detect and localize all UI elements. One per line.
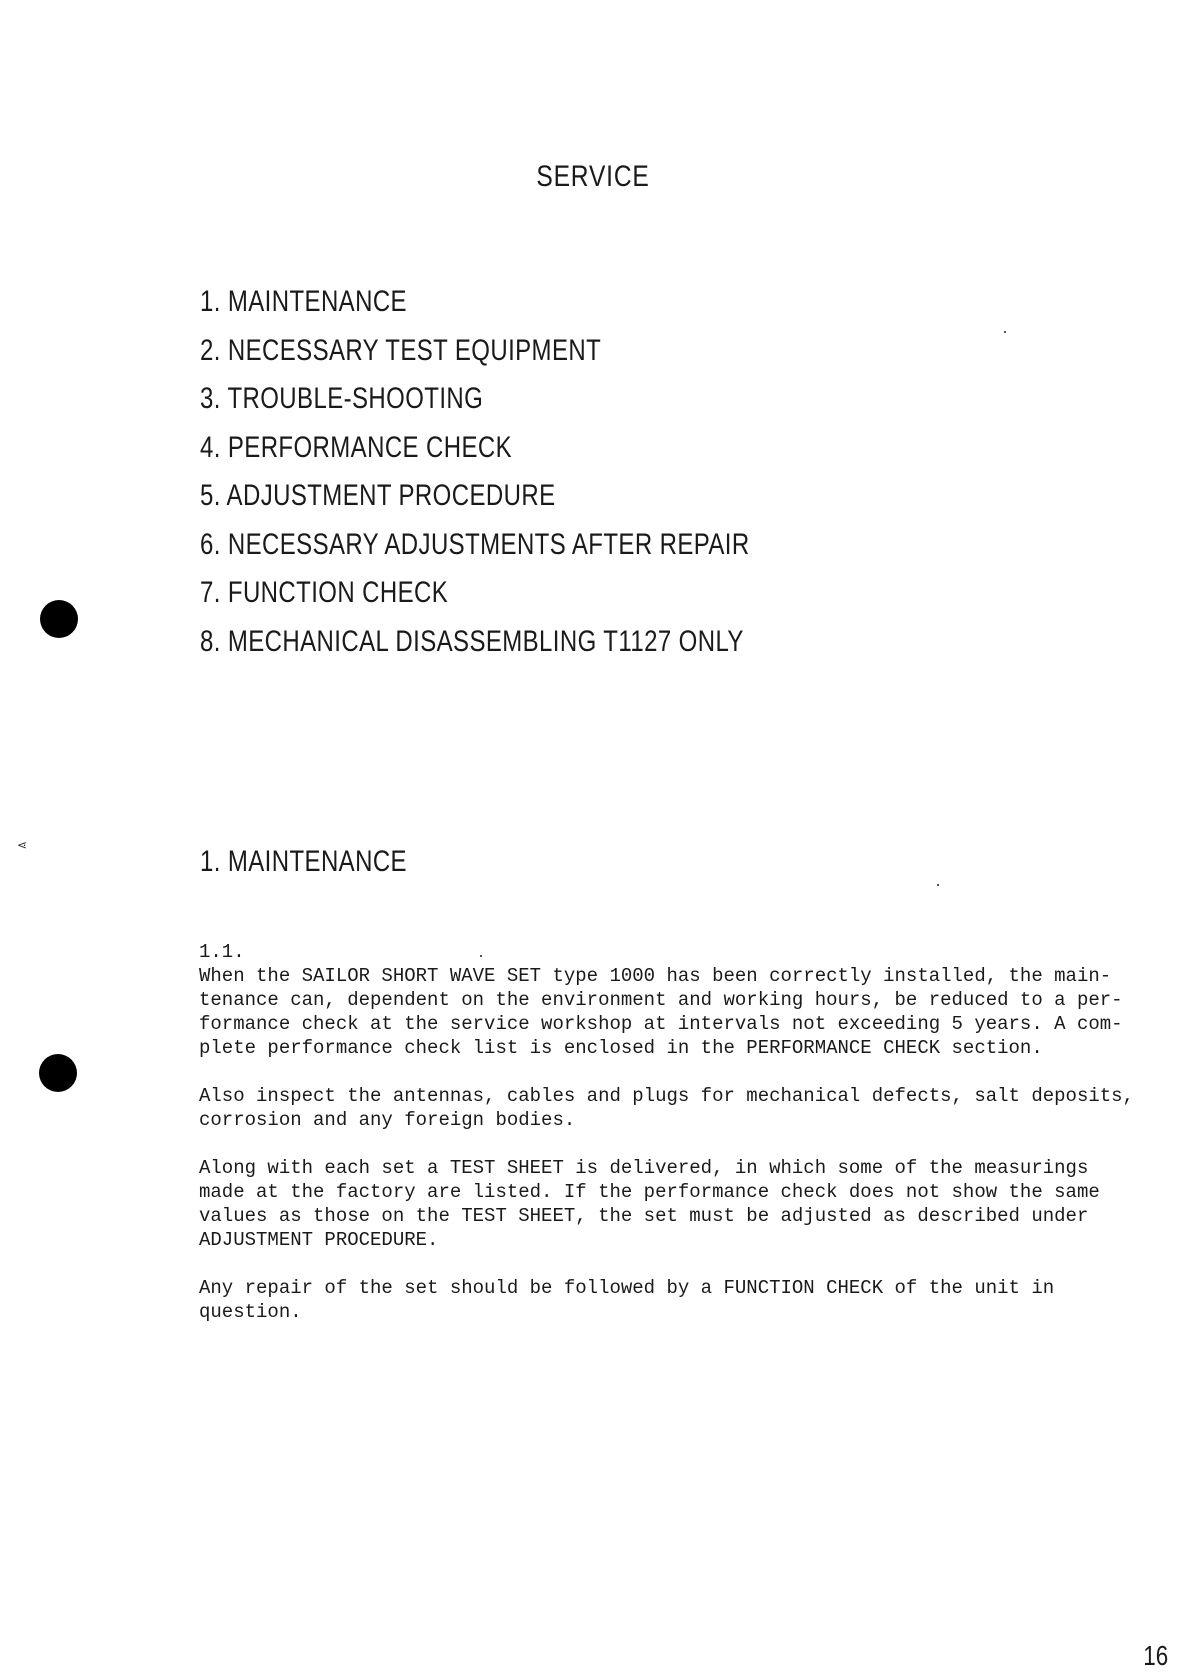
- paragraph: Along with each set a TEST SHEET is delivered, in which some of the measurings made at the factory are listed. If the performance check does not show the same values as those on the TEST SHEET, the set must be adjusted as described under ADJUSTMENT PROCEDURE.: [199, 1157, 1100, 1251]
- toc-item: 3. TROUBLE-SHOOTING: [200, 382, 484, 415]
- toc-item: 7. FUNCTION CHECK: [200, 576, 449, 609]
- punch-hole: [39, 1054, 77, 1092]
- page-number: 16: [1143, 1640, 1168, 1671]
- toc-item: 4. PERFORMANCE CHECK: [200, 430, 513, 464]
- scan-speck: [480, 955, 482, 957]
- scan-speck: [937, 884, 939, 886]
- subsection-number: 1.1.: [199, 941, 245, 963]
- toc-item: 2. NECESSARY TEST EQUIPMENT: [200, 333, 602, 367]
- table-of-contents: [200, 282, 887, 670]
- paragraph: Also inspect the antennas, cables and plugs for mechanical defects, salt deposits, corrosion and any foreign bodies.: [199, 1085, 1134, 1131]
- paragraph: When the SAILOR SHORT WAVE SET type 1000 has been correctly installed, the main- tenance can, dependent on the environment and working hours, be reduced to a per- formance check at the service workshop at intervals not exceeding 5 years. A com- plete performance check list is enclosed in the PERFORMANCE CHECK section.: [199, 965, 1123, 1059]
- punch-hole: [40, 600, 78, 638]
- body-text: [199, 940, 1179, 1348]
- scan-speck: [1004, 331, 1006, 333]
- page-title: SERVICE: [536, 160, 650, 193]
- toc-item: 1. MAINTENANCE: [200, 285, 407, 318]
- margin-mark: ⋖: [17, 838, 28, 852]
- toc-item: 8. MECHANICAL DISASSEMBLING T1127 ONLY: [200, 624, 744, 658]
- paragraph: Any repair of the set should be followed by a FUNCTION CHECK of the unit in question.: [199, 1277, 1055, 1323]
- toc-item: 6. NECESSARY ADJUSTMENTS AFTER REPAIR: [200, 527, 750, 561]
- section-heading: 1. MAINTENANCE: [200, 845, 407, 878]
- toc-item: 5. ADJUSTMENT PROCEDURE: [200, 479, 556, 512]
